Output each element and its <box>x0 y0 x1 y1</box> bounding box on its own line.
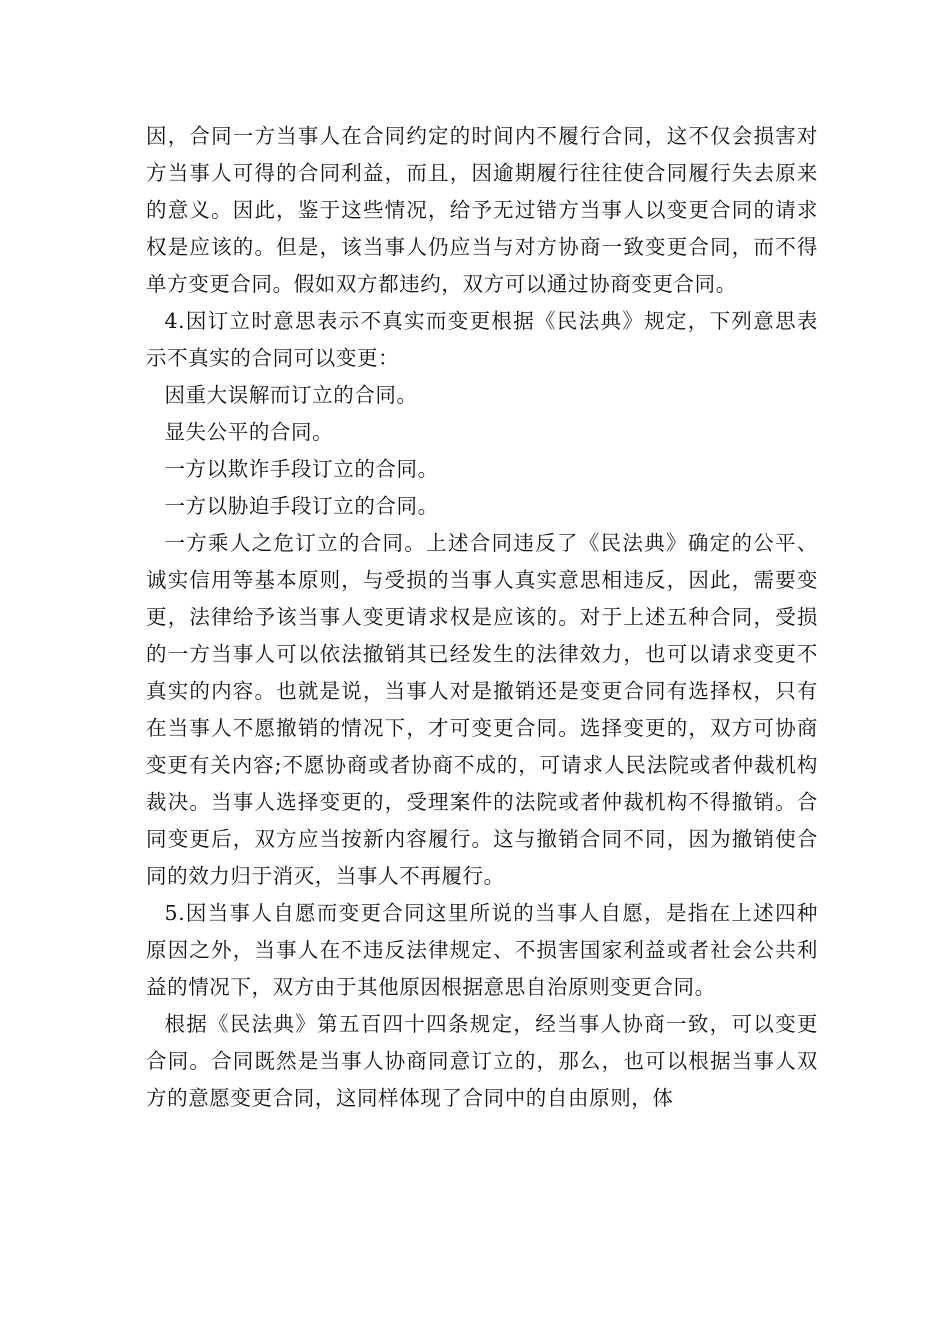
paragraph-list-item: 显失公平的合同。 <box>164 420 334 444</box>
paragraph-list-item: 一方以胁迫手段订立的合同。 <box>164 494 439 518</box>
document-body <box>146 118 818 1117</box>
paragraph-continuation: 因，合同一方当事人在合同约定的时间内不履行合同，这不仅会损害对方当事人可得的合同利益，而且，因逾期履行往往使合同履行失去原来的意义。因此，鉴于这些情况，给予无过错方当事人以变更合同的请求权是应该的。但是，该当事人仍应当与对方协商一致变更合同，而不得单方变更合同。假如双方都违约，双方可以通过协商变更合同。 <box>146 124 818 296</box>
paragraph-list-item: 一方以欺诈手段订立的合同。 <box>164 457 439 481</box>
paragraph-article-544: 根据《民法典》第五百四十四条规定，经当事人协商一致，可以变更合同。合同既然是当事人协商同意订立的，那么，也可以根据当事人双方的意愿变更合同，这同样体现了合同中的自由原则，体 <box>146 1012 818 1110</box>
paragraph-item-5: 5.因当事人自愿而变更合同这里所说的当事人自愿，是指在上述四种原因之外，当事人在不违反法律规定、不损害国家利益或者社会公共利益的情况下，双方由于其他原因根据意思自治原则变更合同。 <box>146 901 818 999</box>
paragraph-list-item: 一方乘人之危订立的合同。上述合同违反了《民法典》确定的公平、诚实信用等基本原则，与受损的当事人真实意思相违反，因此，需要变更，法律给予该当事人变更请求权是应该的。对于上述五种合同，受损的一方当事人可以依法撤销其已经发生的法律效力，也可以请求变更不真实的内容。也就是说，当事人对是撤销还是变更合同有选择权，只有在当事人不愿撤销的情况下，才可变更合同。选择变更的，双方可协商变更有关内容;不愿协商或者协商不成的，可请求人民法院或者仲裁机构裁决。当事人选择变更的，受理案件的法院或者仲裁机构不得撤销。合同变更后，双方应当按新内容履行。这与撤销合同不同，因为撤销使合同的效力归于消灭，当事人不再履行。 <box>146 531 818 888</box>
paragraph-item-4: 4.因订立时意思表示不真实而变更根据《民法典》规定，下列意思表示不真实的合同可以变更： <box>146 309 818 370</box>
paragraph-list-item: 因重大误解而订立的合同。 <box>164 383 418 407</box>
